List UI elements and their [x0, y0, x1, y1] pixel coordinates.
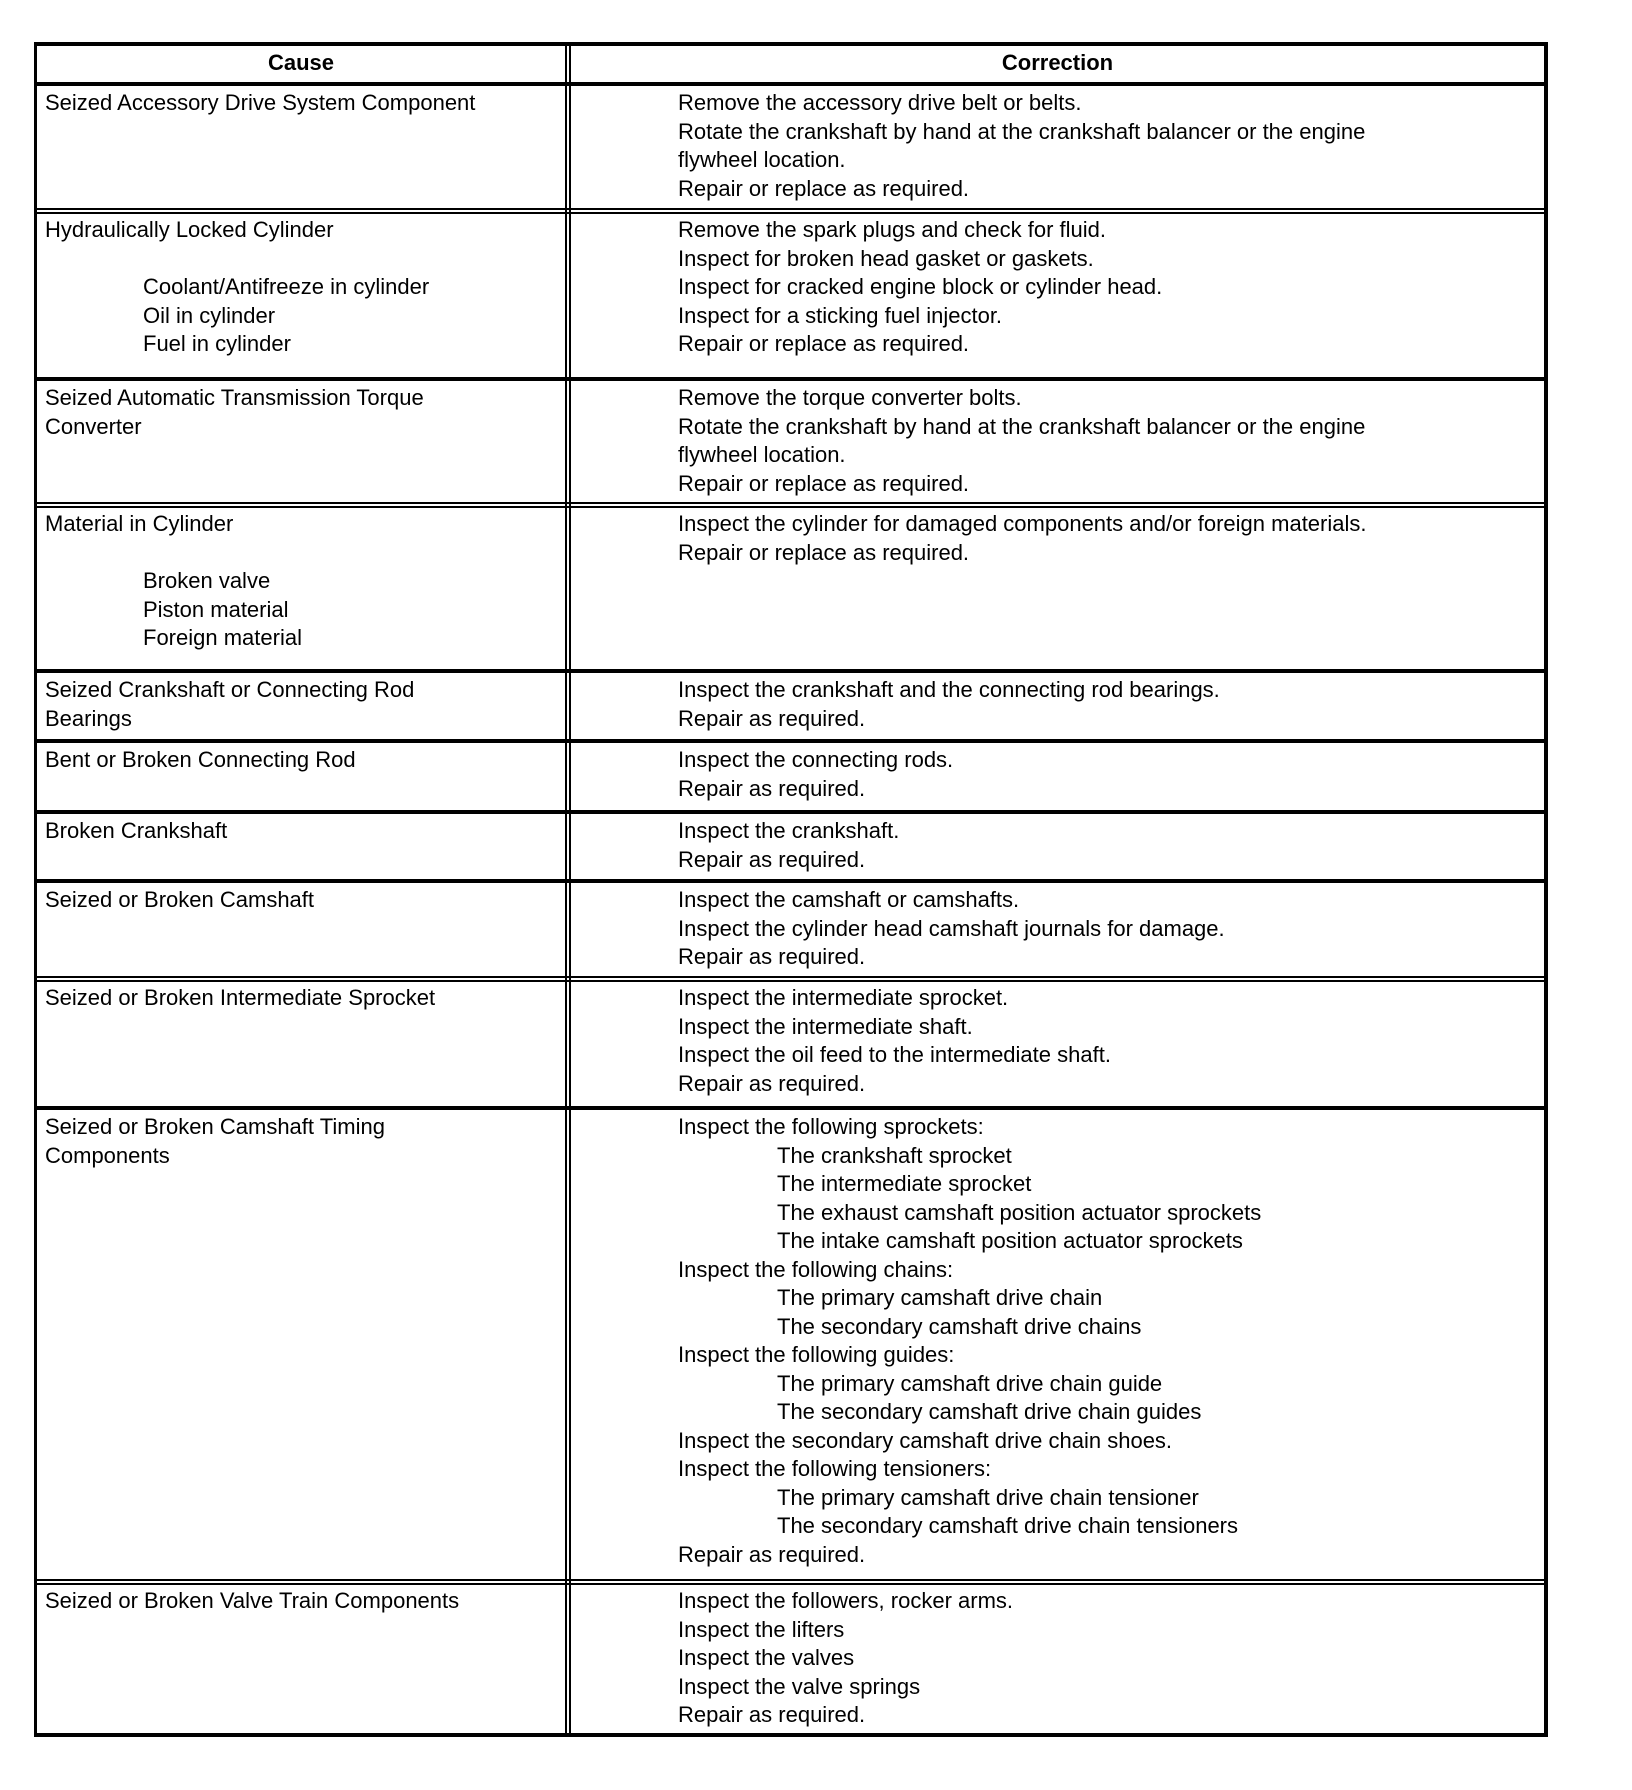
- correction-step: Repair as required.: [678, 775, 866, 801]
- table-bottom-border: [37, 1733, 1544, 1737]
- correction-step: Inspect for broken head gasket or gaskets.: [678, 245, 1094, 271]
- correction-step: Inspect the cylinder for damaged components and/or foreign materials.: [678, 511, 1367, 536]
- cause-text: Bent or Broken Connecting Rod: [45, 747, 356, 772]
- correction-step: Repair as required.: [678, 1541, 866, 1567]
- table-row: [37, 886, 1544, 979]
- cause-text: Bearings: [45, 705, 132, 731]
- row-separator: [37, 82, 1544, 86]
- header-correction: Correction: [1001, 50, 1114, 75]
- cause-cell: [45, 510, 555, 671]
- correction-step: Inspect the intermediate shaft.: [678, 1013, 973, 1039]
- correction-step: Inspect the followers, rocker arms.: [678, 1588, 1014, 1613]
- correction-subitem: The exhaust camshaft position actuator sprockets: [777, 1199, 1262, 1225]
- correction-cell: [678, 510, 1534, 671]
- correction-subitem: The primary camshaft drive chain guide: [777, 1370, 1163, 1396]
- row-separator: [37, 1579, 1544, 1585]
- correction-step: Repair or replace as required.: [678, 331, 970, 356]
- correction-step: Inspect for cracked engine block or cylinder head.: [678, 274, 1163, 299]
- correction-step: Inspect the intermediate sprocket.: [678, 985, 1009, 1010]
- correction-step: Inspect the crankshaft and the connecting rod bearings.: [678, 677, 1220, 702]
- row-separator: [37, 669, 1544, 673]
- correction-step: Repair as required.: [678, 1702, 866, 1727]
- correction-cell: [678, 384, 1534, 505]
- correction-subitem: The intake camshaft position actuator sprockets: [777, 1228, 1243, 1253]
- correction-subitem: The primary camshaft drive chain tensioner: [777, 1484, 1199, 1510]
- cause-text: Seized Automatic Transmission Torque: [45, 385, 424, 410]
- correction-step: Inspect for a sticking fuel injector.: [678, 302, 1003, 328]
- cause-subitem: Oil in cylinder: [143, 302, 276, 328]
- correction-cell: [678, 89, 1534, 211]
- correction-cell: [678, 886, 1534, 979]
- cause-text: Seized Accessory Drive System Component: [45, 90, 476, 115]
- table-row: [37, 510, 1544, 671]
- correction-step: Inspect the following tensioners:: [678, 1456, 992, 1481]
- correction-subitem: The secondary camshaft drive chains: [777, 1313, 1142, 1339]
- correction-step: Rotate the crankshaft by hand at the crankshaft balancer or the engine: [678, 118, 1366, 144]
- correction-step: Remove the spark plugs and check for fluid.: [678, 217, 1107, 242]
- correction-step: Inspect the valves: [678, 1645, 855, 1670]
- header-row: [37, 42, 1544, 84]
- table-row: [37, 984, 1544, 1108]
- correction-step: Inspect the oil feed to the intermediate shaft.: [678, 1042, 1111, 1067]
- correction-step: Inspect the secondary camshaft drive chain shoes.: [678, 1427, 1173, 1453]
- cause-cell: [45, 676, 555, 741]
- cause-subitem: Broken valve: [143, 568, 271, 593]
- correction-subitem: The secondary camshaft drive chain guides: [777, 1399, 1202, 1424]
- row-separator: [37, 810, 1544, 814]
- correction-cell: [678, 676, 1534, 741]
- table-row: [37, 1113, 1544, 1582]
- correction-subitem: The crankshaft sprocket: [777, 1142, 1012, 1168]
- correction-step: Remove the accessory drive belt or belts.: [678, 90, 1082, 115]
- table-row: [37, 817, 1544, 881]
- correction-step: Inspect the following guides:: [678, 1342, 955, 1367]
- cause-text: Seized or Broken Camshaft Timing: [45, 1114, 385, 1139]
- row-separator: [37, 739, 1544, 743]
- cause-correction-table: [34, 42, 1548, 1737]
- cause-text: Seized Crankshaft or Connecting Rod: [45, 677, 415, 702]
- cause-subitem: Foreign material: [143, 625, 302, 650]
- correction-step: Repair as required.: [678, 1070, 866, 1096]
- row-separator: [37, 208, 1544, 214]
- correction-step: Repair as required.: [678, 944, 866, 969]
- correction-cell: [678, 1113, 1534, 1582]
- header-cause: Cause: [267, 50, 335, 75]
- spacer: [45, 539, 555, 568]
- cause-text: Converter: [45, 413, 142, 439]
- cause-text: Components: [45, 1142, 170, 1168]
- correction-step: Inspect the camshaft or camshafts.: [678, 887, 1020, 912]
- row-separator: [37, 879, 1544, 883]
- cause-cell: [45, 216, 555, 379]
- correction-step: Inspect the cylinder head camshaft journals for damage.: [678, 915, 1225, 941]
- correction-step: Inspect the connecting rods.: [678, 747, 954, 772]
- cause-subitem: Fuel in cylinder: [143, 331, 291, 356]
- cause-text: Material in Cylinder: [45, 511, 234, 536]
- correction-step: Inspect the lifters: [678, 1616, 845, 1642]
- correction-step: Inspect the following sprockets:: [678, 1114, 984, 1139]
- correction-step: flywheel location.: [678, 147, 846, 172]
- correction-step: Inspect the following chains:: [678, 1256, 954, 1282]
- correction-step: Inspect the valve springs: [678, 1673, 921, 1699]
- cause-text: Seized or Broken Intermediate Sprocket: [45, 985, 436, 1010]
- correction-subitem: The secondary camshaft drive chain tensioners: [777, 1513, 1239, 1538]
- cause-text: Broken Crankshaft: [45, 818, 228, 843]
- correction-step: Remove the torque converter bolts.: [678, 385, 1022, 410]
- correction-cell: [678, 817, 1534, 881]
- row-separator: [37, 1106, 1544, 1110]
- cause-cell: [45, 746, 555, 812]
- table-row: [37, 89, 1544, 211]
- correction-subitem: The primary camshaft drive chain: [777, 1285, 1103, 1310]
- correction-cell: [678, 216, 1534, 379]
- table-row: [37, 1587, 1544, 1737]
- cause-cell: [45, 886, 555, 979]
- correction-step: Inspect the crankshaft.: [678, 818, 900, 843]
- row-separator: [37, 377, 1544, 381]
- table-row: [37, 676, 1544, 741]
- correction-step: Repair or replace as required.: [678, 175, 970, 201]
- correction-subitem: The intermediate sprocket: [777, 1171, 1032, 1196]
- table-row: [37, 746, 1544, 812]
- cause-subitem: Coolant/Antifreeze in cylinder: [143, 274, 430, 299]
- correction-step: Repair as required.: [678, 846, 866, 872]
- cause-text: Seized or Broken Valve Train Components: [45, 1588, 460, 1613]
- table-row: [37, 216, 1544, 379]
- correction-cell: [678, 984, 1534, 1108]
- cause-cell: [45, 817, 555, 881]
- cause-text: Seized or Broken Camshaft: [45, 887, 315, 912]
- cause-cell: [45, 1587, 555, 1737]
- cause-cell: [45, 1113, 555, 1582]
- row-separator: [37, 502, 1544, 508]
- row-separator: [37, 976, 1544, 982]
- cause-cell: [45, 384, 555, 505]
- correction-step: Repair or replace as required.: [678, 539, 970, 565]
- correction-step: Repair as required.: [678, 705, 866, 731]
- cause-text: Hydraulically Locked Cylinder: [45, 217, 334, 242]
- spacer: [45, 245, 555, 274]
- cause-cell: [45, 89, 555, 211]
- correction-cell: [678, 1587, 1534, 1737]
- table-row: [37, 384, 1544, 505]
- correction-step: flywheel location.: [678, 442, 846, 467]
- cause-subitem: Piston material: [143, 596, 289, 622]
- correction-cell: [678, 746, 1534, 812]
- cause-cell: [45, 984, 555, 1108]
- correction-step: Rotate the crankshaft by hand at the crankshaft balancer or the engine: [678, 413, 1366, 439]
- correction-step: Repair or replace as required.: [678, 470, 970, 496]
